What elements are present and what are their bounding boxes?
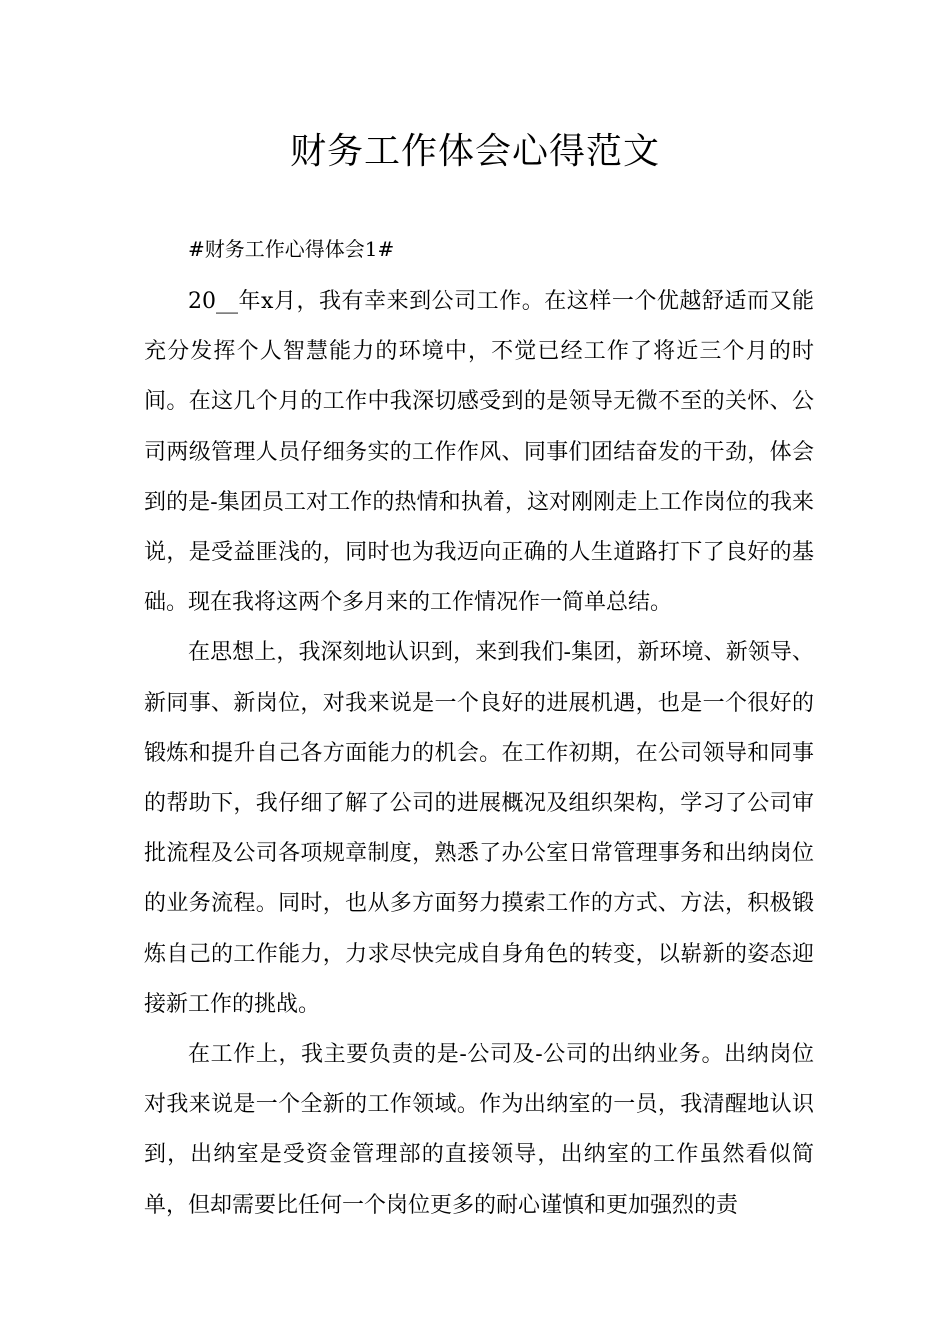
section-heading: #财务工作心得体会1# (188, 237, 395, 261)
paragraph-1: 20__年x月，我有幸来到公司工作。在这样一个优越舒适而又能充分发挥个人智慧能力的环境中，不觉已经工作了将近三个月的时间。在这几个月的工作中我深切感受到的是领导无微不至的关怀、公司两级管理人员仔细务实的工作作风、同事们团结奋发的干劲，体会到的是-集团员工对工作的热情和执着，这对刚刚走上工作岗位的我来说，是受益匪浅的，同时也为我迈向正确的人生道路打下了良好的基础。现在我将这两个多月来的工作情况作一简单总结。 (144, 289, 814, 616)
paragraph-3: 在工作上，我主要负责的是-公司及-公司的出纳业务。出纳岗位对我来说是一个全新的工作领域。作为出纳室的一员，我清醒地认识到，出纳室是受资金管理部的直接领导，出纳室的工作虽然看似简单，但却需要比任何一个岗位更多的耐心谨慎和更加强烈的责 (144, 1042, 814, 1218)
document-title: 财务工作体会心得范文 (289, 131, 660, 172)
paragraph-2: 在思想上，我深刻地认识到，来到我们-集团，新环境、新领导、新同事、新岗位，对我来说是一个良好的进展机遇，也是一个很好的锻炼和提升自己各方面能力的机会。在工作初期，在公司领导和同事的帮助下，我仔细了解了公司的进展概况及组织架构，学习了公司审批流程及公司各项规章制度，熟悉了办公室日常管理事务和出纳岗位的业务流程。同时，也从多方面努力摸索工作的方式、方法，积极锻炼自己的工作能力，力求尽快完成自身角色的转变，以崭新的姿态迎接新工作的挑战。 (144, 640, 814, 1017)
document-body (144, 232, 814, 1231)
